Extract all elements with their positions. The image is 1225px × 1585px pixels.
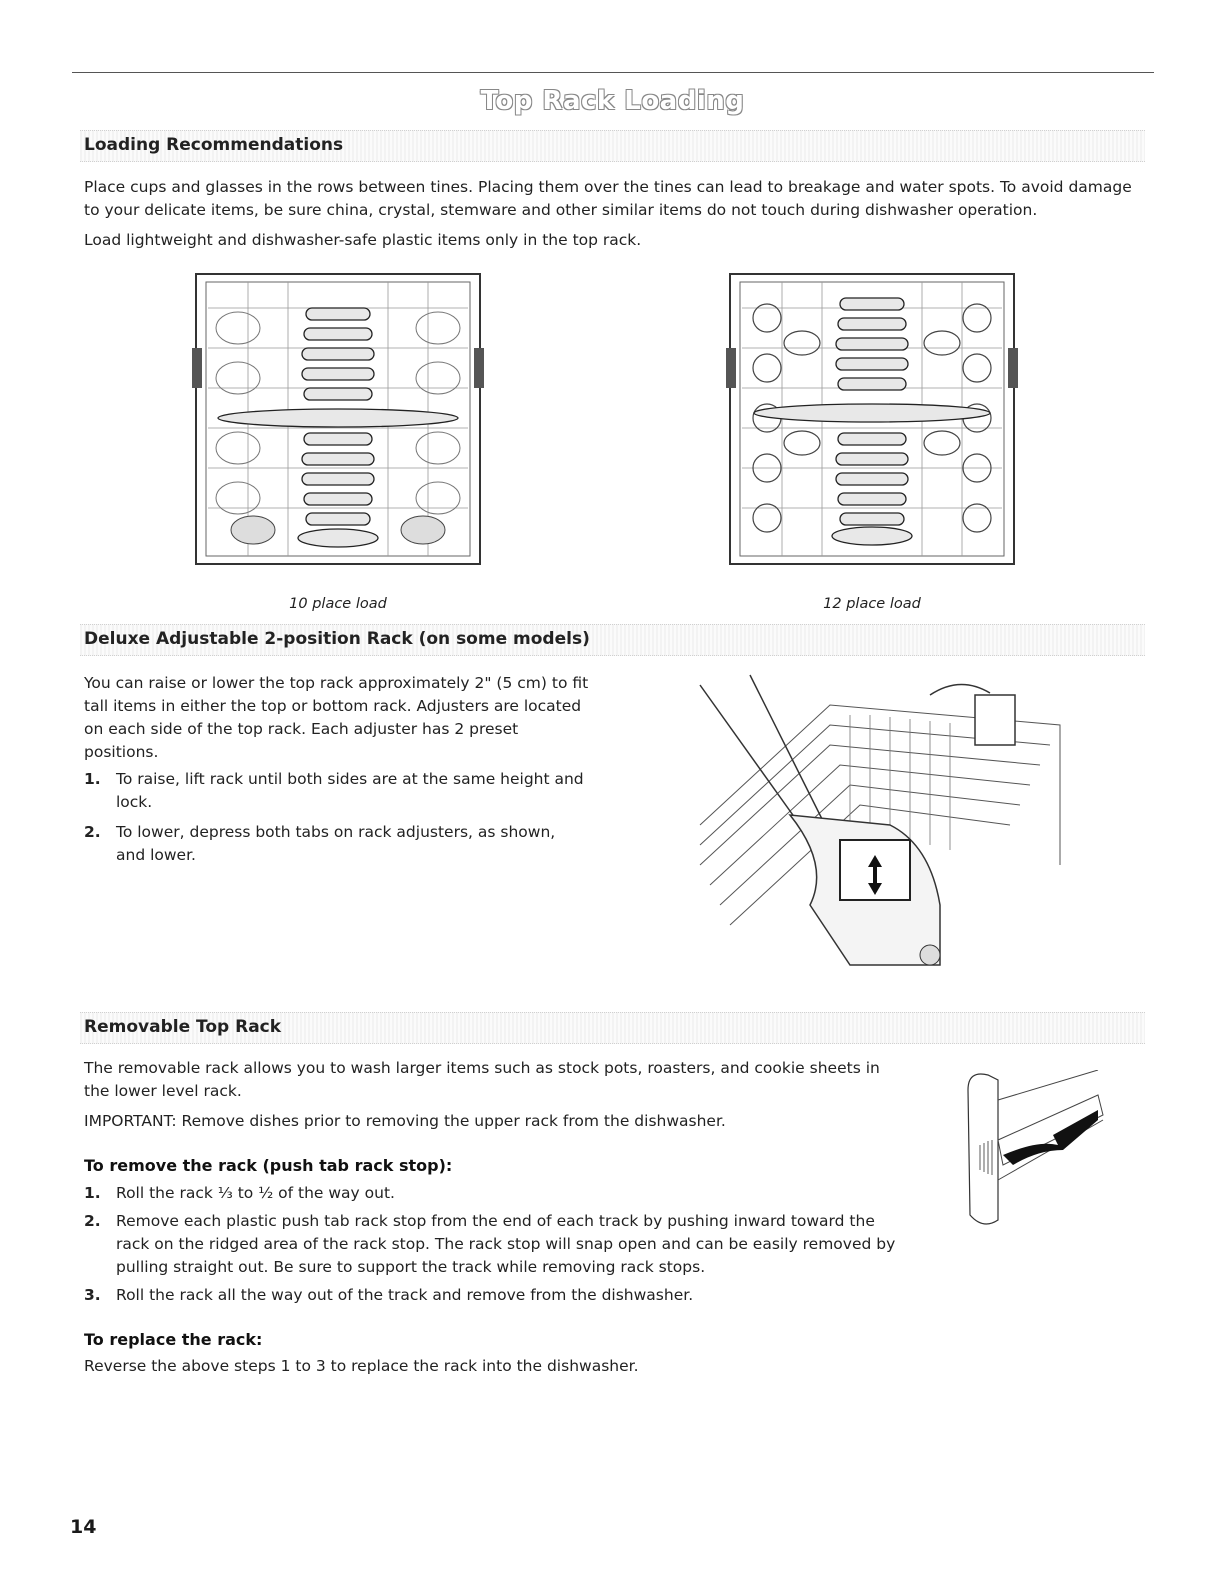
- step-number: 1.: [84, 770, 101, 788]
- important-label: IMPORTANT:: [84, 1112, 177, 1130]
- step-number: 1.: [84, 1184, 101, 1202]
- page-number: 14: [70, 1516, 97, 1538]
- step-text: Roll the rack ⅓ to ½ of the way out.: [116, 1184, 395, 1202]
- important-note: [84, 1110, 904, 1133]
- figure-caption-12-place: 12 place load: [823, 596, 921, 612]
- section-title: Deluxe Adjustable 2-position Rack (on some models): [84, 629, 590, 649]
- remove-step-2: [84, 1210, 914, 1280]
- removable-rack-paragraph: The removable rack allows you to wash larger items such as stock pots, roasters, and cookie sheets in the lower level rack.: [84, 1059, 880, 1100]
- adjustable-rack-paragraph: You can raise or lower the top rack approximately 2" (5 cm) to fit tall items in either the top or bottom rack. Adjusters are located on each side of the top rack. Each adjuster has 2 preset positions.: [84, 674, 589, 761]
- section-header-deluxe-adjustable-rack: [80, 624, 1145, 656]
- rack-stop-illustration: [958, 1070, 1108, 1230]
- adjustable-step-1: [84, 768, 594, 814]
- top-rule: [72, 72, 1154, 73]
- step-text: Remove each plastic push tab rack stop from the end of each track by pushing inward toward the rack on the ridged area of the rack stop. The rack stop will snap open and can be easily removed by pulling straight out. Be sure to support the track while removing rack stops.: [116, 1212, 896, 1276]
- step-text: To raise, lift rack until both sides are at the same height and lock.: [116, 770, 584, 811]
- adjustable-step-2: [84, 821, 594, 867]
- section-header-loading-recommendations: [80, 130, 1145, 162]
- remove-step-1: [84, 1182, 914, 1205]
- important-text: Remove dishes prior to removing the upper rack from the dishwasher.: [176, 1112, 726, 1130]
- top-rack-10-place-illustration: [188, 268, 488, 580]
- page-title: Top Rack Loading: [480, 86, 745, 116]
- loading-paragraph-2: Load lightweight and dishwasher-safe plastic items only in the top rack.: [84, 231, 642, 249]
- replace-rack-text: Reverse the above steps 1 to 3 to replace the rack into the dishwasher.: [84, 1357, 639, 1375]
- step-text: To lower, depress both tabs on rack adjusters, as shown, and lower.: [116, 823, 556, 864]
- remove-rack-heading: To remove the rack (push tab rack stop):: [84, 1156, 453, 1175]
- step-number: 3.: [84, 1286, 101, 1304]
- top-rack-12-place-illustration: [722, 268, 1022, 580]
- replace-rack-heading: To replace the rack:: [84, 1330, 263, 1349]
- step-text: Roll the rack all the way out of the track and remove from the dishwasher.: [116, 1286, 694, 1304]
- section-title: Loading Recommendations: [84, 135, 344, 155]
- rack-adjuster-illustration: [690, 665, 1070, 985]
- step-number: 2.: [84, 1212, 101, 1230]
- remove-step-3: [84, 1284, 914, 1307]
- step-number: 2.: [84, 823, 101, 841]
- section-title: Removable Top Rack: [84, 1017, 282, 1037]
- section-header-removable-top-rack: [80, 1012, 1145, 1044]
- loading-paragraph-1: Place cups and glasses in the rows between tines. Placing them over the tines can lead to breakage and water spots. To avoid damage to your delicate items, be sure china, crystal, stemware and other similar items do not touch during dishwasher operation.: [84, 178, 1132, 219]
- figure-caption-10-place: 10 place load: [289, 596, 387, 612]
